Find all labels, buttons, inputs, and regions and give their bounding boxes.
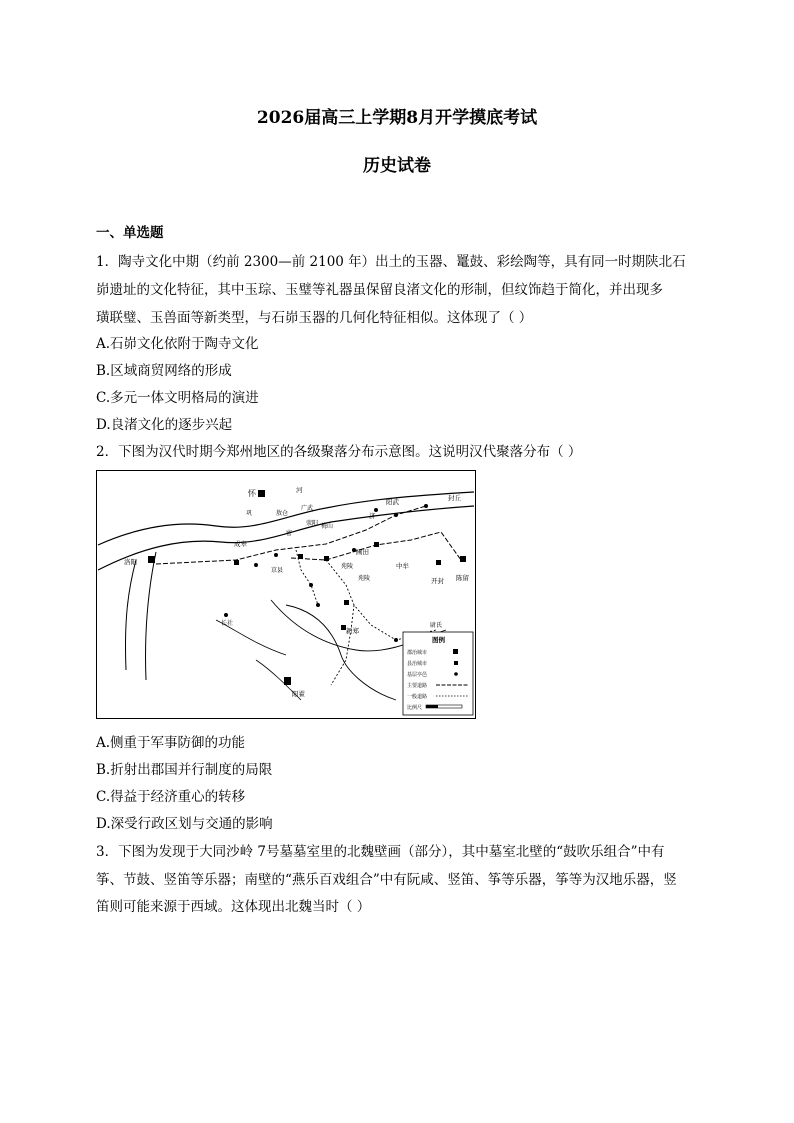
place-label: 封丘 bbox=[448, 494, 461, 502]
place-label: 长社 bbox=[221, 620, 234, 627]
question-1-option-b[interactable]: B.区域商贸网络的形成 bbox=[96, 363, 232, 379]
question-1-stem-line-3: 璜联璧、玉兽面等新类型，与石峁玉器的几何化特征相似。这体现了（ ） bbox=[96, 310, 533, 326]
question-1-option-a[interactable]: A.石峁文化依附于陶寺文化 bbox=[96, 336, 259, 352]
question-1-stem-line-2: 峁遗址的文化特征，其中玉琮、玉璧等礼器虽保留良渚文化的形制，但纹饰趋于简化，并出现多 bbox=[96, 282, 663, 298]
question-1-option-c[interactable]: C.多元一体文明格局的演进 bbox=[96, 390, 259, 406]
place-label: 广武 bbox=[301, 505, 314, 512]
place-label: 苑陵 bbox=[358, 575, 371, 582]
place-label: 怀 bbox=[248, 489, 256, 498]
place-label: 尉氏 bbox=[430, 622, 443, 629]
county-city-marker bbox=[374, 542, 379, 547]
legend-title: 图例 bbox=[432, 636, 445, 644]
place-label: 密 bbox=[286, 530, 293, 537]
place-label: 开封 bbox=[431, 577, 444, 585]
question-2-option-c[interactable]: C.得益于经济重心的转移 bbox=[96, 789, 246, 805]
commandery-city-marker bbox=[284, 677, 291, 685]
county-city-marker bbox=[324, 556, 329, 561]
settlement-dot bbox=[394, 638, 398, 642]
place-label: 河 bbox=[296, 486, 303, 494]
place-label: 苑陵 bbox=[341, 563, 354, 570]
county-city-marker bbox=[344, 600, 349, 605]
place-label: 荥阳 bbox=[306, 520, 319, 527]
place-label: 洛阳 bbox=[124, 558, 137, 566]
question-2-option-b[interactable]: B.折射出郡国并行制度的局限 bbox=[96, 762, 273, 778]
question-2-option-a[interactable]: A.侧重于军事防御的功能 bbox=[96, 735, 246, 751]
section-title: 一、单选题 bbox=[96, 225, 164, 241]
place-label: 阳武 bbox=[386, 498, 399, 506]
place-label: 新郑 bbox=[346, 627, 359, 635]
exam-title: 2026届高三上学期8月开学摸底考试 bbox=[256, 108, 538, 128]
scale-bar-segment bbox=[426, 705, 438, 708]
settlement-dot bbox=[316, 603, 320, 607]
county-city-marker bbox=[298, 554, 303, 559]
legend-item: 比例尺 bbox=[407, 705, 423, 711]
question-2-option-d[interactable]: D.深受行政区划与交通的影响 bbox=[96, 816, 273, 832]
place-label: 济 bbox=[369, 512, 376, 520]
settlement-map bbox=[96, 470, 476, 719]
county-city-marker bbox=[234, 560, 239, 565]
settlement-dot bbox=[274, 553, 278, 557]
legend-symbol bbox=[454, 672, 458, 676]
settlement-map-figure bbox=[96, 470, 476, 719]
legend-item: 基层亭邑 bbox=[407, 672, 428, 678]
place-label: 成皋 bbox=[234, 540, 247, 548]
commandery-city-marker bbox=[148, 556, 155, 563]
legend-symbol bbox=[453, 649, 458, 654]
county-city-marker bbox=[436, 560, 441, 565]
place-label: 京县 bbox=[271, 567, 284, 574]
exam-subtitle: 历史试卷 bbox=[363, 156, 431, 176]
legend-symbol bbox=[454, 661, 458, 665]
place-label: 梅山 bbox=[321, 523, 334, 530]
legend-item: 郡治城市 bbox=[407, 650, 428, 656]
question-3-stem-line-2: 筝、节鼓、竖笛等乐器；南壁的“燕乐百戏组合”中有阮咸、竖笛、筝等乐器，筝等为汉地乐器，竖 bbox=[96, 872, 677, 888]
place-label: 巩 bbox=[246, 510, 253, 517]
commandery-city-marker bbox=[258, 490, 265, 497]
legend-item: 一般道路 bbox=[407, 694, 428, 700]
question-3-stem-line-3: 笛则可能来源于西域。这体现出北魏当时（ ） bbox=[96, 899, 371, 915]
place-label: 阳翟 bbox=[292, 690, 305, 698]
settlement-dot bbox=[424, 504, 428, 508]
place-label: 圃田 bbox=[356, 548, 369, 556]
question-1-option-d[interactable]: D.良渚文化的逐步兴起 bbox=[96, 417, 233, 433]
settlement-dot bbox=[254, 563, 258, 567]
legend-item: 县治城市 bbox=[407, 661, 428, 667]
legend-item: 主要道路 bbox=[407, 683, 428, 689]
settlement-dot bbox=[224, 613, 228, 617]
county-city-marker bbox=[460, 556, 466, 562]
question-3-stem-line-1: 3．下图为发现于大同沙岭 7号墓墓室里的北魏壁画（部分），其中墓室北壁的“鼓吹乐组合”中有 bbox=[96, 844, 665, 860]
question-2-stem-line-1: 2．下图为汉代时期今郑州地区的各级聚落分布示意图。这说明汉代聚落分布（ ） bbox=[96, 444, 582, 460]
place-label: 陈留 bbox=[456, 574, 469, 582]
place-label: 敖仓 bbox=[276, 510, 289, 517]
settlement-dot bbox=[394, 513, 398, 517]
question-1-stem-line-1: 1．陶寺文化中期（约前 2300—前 2100 年）出土的玉器、鼍鼓、彩绘陶等，具有同一时期陕北石 bbox=[96, 254, 686, 270]
settlement-dot bbox=[309, 583, 313, 587]
place-label: 中牟 bbox=[396, 562, 409, 570]
